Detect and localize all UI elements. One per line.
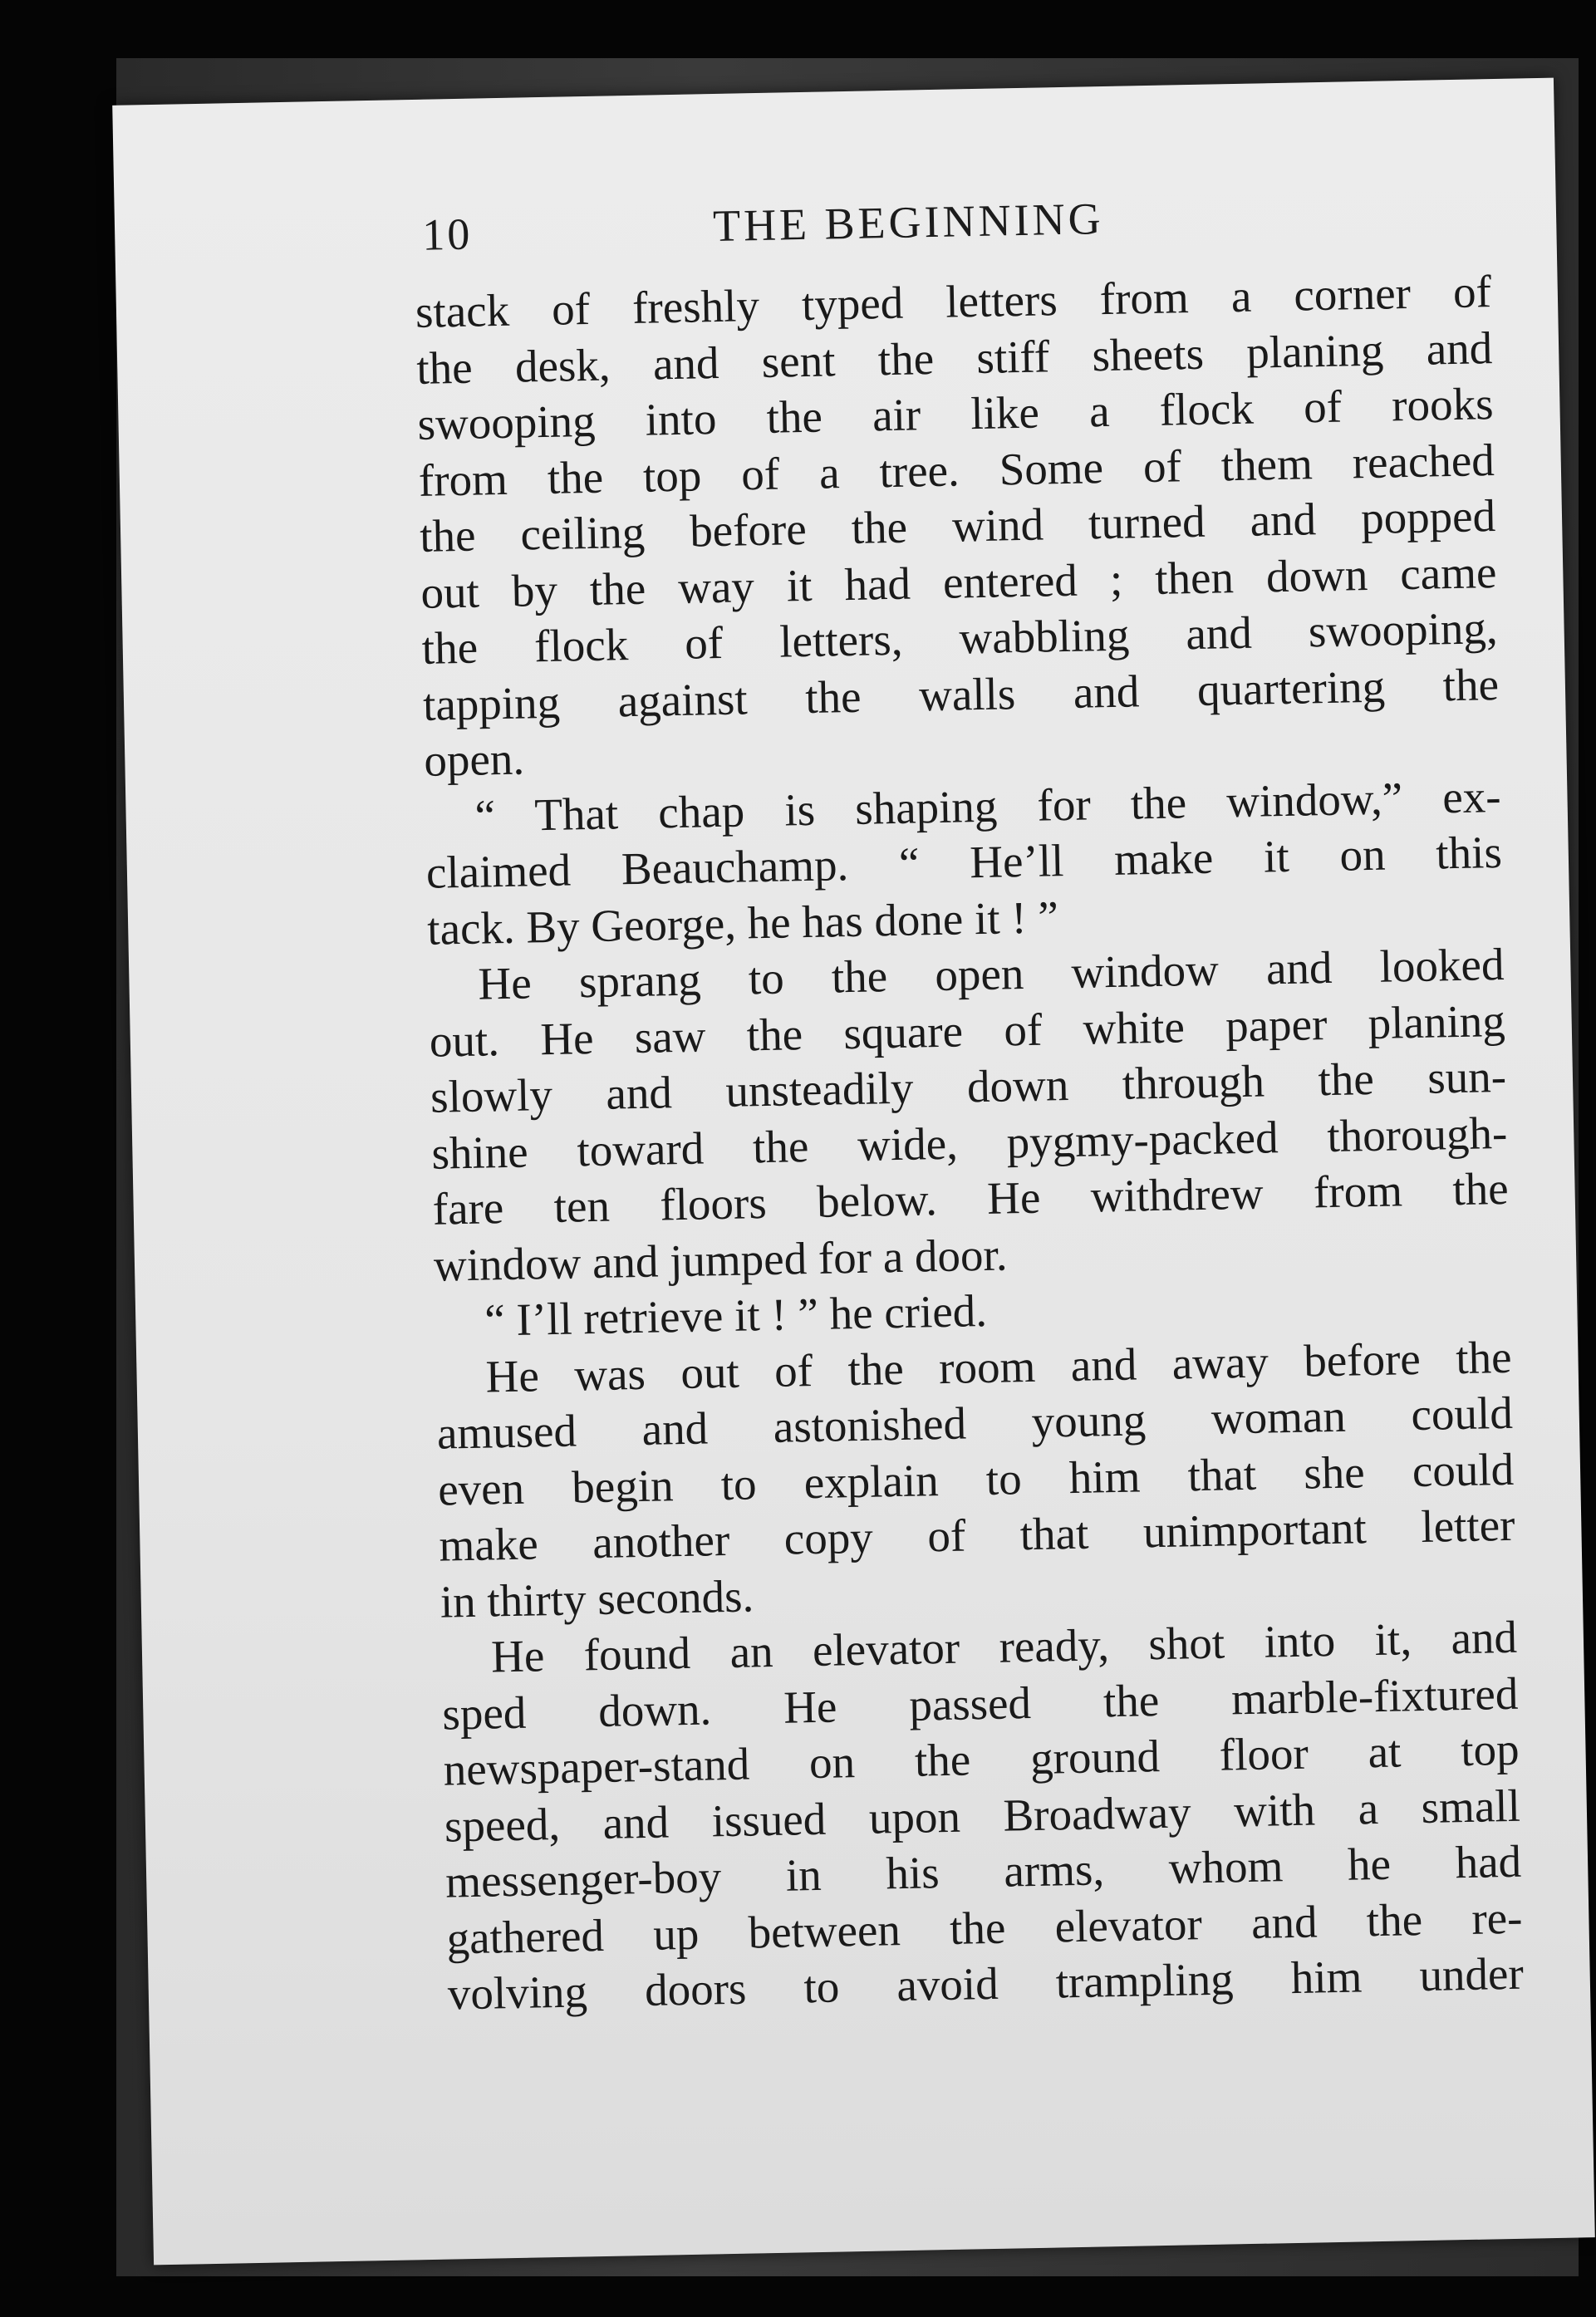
text-line: amused and astonished young woman could [436, 1387, 1514, 1459]
running-head [421, 189, 1319, 260]
text-line: shine toward the wide, pygmy-packed thorough- [430, 1107, 1508, 1179]
text-line: from the top of a tree. Some of them reached [418, 434, 1495, 506]
text-line: in thirty seconds. [440, 1569, 754, 1627]
text-line: swooping into the air like a flock of rooks [417, 378, 1494, 449]
text-line: claimed Beauchamp. “ He’ll make it on this [425, 826, 1503, 898]
text-line: the desk, and sent the stiff sheets planing and [415, 322, 1493, 394]
text-line: the ceiling before the wind turned and popped [419, 490, 1496, 562]
text-line: “ That chap is shaping for the window,” ex- [474, 770, 1502, 842]
text-line: sped down. He passed the marble-fixtured [441, 1667, 1519, 1740]
text-line: out by the way it had entered ; then down came [420, 546, 1497, 618]
text-line: window and jumped for a door. [433, 1228, 1008, 1291]
text-line: fare ten floors below. He withdrew from the [432, 1162, 1510, 1235]
book-page [112, 78, 1595, 2265]
text-line: messenger-boy in his arms, whom he had [444, 1835, 1522, 1907]
text-line: “ I’ll retrieve it ! ” he cried. [484, 1284, 988, 1346]
text-line: newspaper-stand on the ground floor at top [443, 1723, 1520, 1795]
text-line: the flock of letters, wabbling and swooping, [421, 602, 1499, 674]
body-text [415, 263, 1524, 2022]
text-line: gathered up between the elevator and the re- [446, 1892, 1523, 1964]
text-line: volving doors to avoid trampling him under [447, 1947, 1525, 2020]
text-line: even begin to explain to him that she could [437, 1443, 1515, 1515]
text-line: make another copy of that unimportant letter [438, 1499, 1515, 1571]
text-line: tapping against the walls and quartering the [422, 658, 1500, 730]
text-line: speed, and issued upon Broadway with a small [444, 1779, 1521, 1852]
text-line: stack of freshly typed letters from a corner of [415, 266, 1492, 337]
text-line: slowly and unsteadily down through the sun- [430, 1050, 1507, 1122]
text-line: tack. By George, he has done it ! ” [426, 891, 1059, 955]
text-line: open. [423, 733, 525, 786]
running-title: THE BEGINNING [712, 194, 1105, 252]
page-number: 10 [421, 209, 473, 260]
text-line: He was out of the room and away before the [485, 1331, 1513, 1402]
text-line: He sprang to the open window and looked [477, 938, 1505, 1009]
text-line: He found an elevator ready, shot into it, and [490, 1611, 1518, 1682]
text-line: out. He saw the square of white paper planing [429, 994, 1506, 1067]
